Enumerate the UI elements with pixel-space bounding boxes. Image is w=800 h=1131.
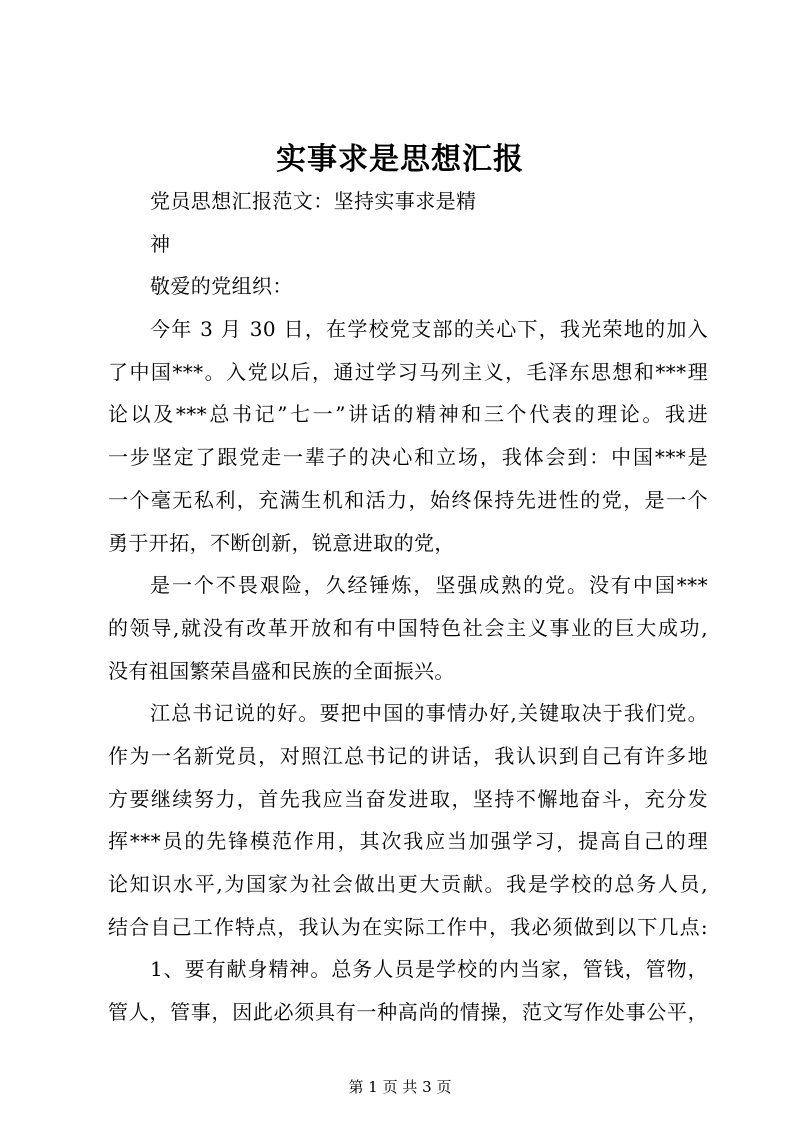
text-line: 1、要有献身精神。总务人员是学校的内当家，管钱，管物， [150, 957, 708, 982]
text-line: 结合自己工作特点，我认为在实际工作中，我必须做到以下几点: [108, 914, 708, 939]
page-footer: 第 1 页 共 3 页 [348, 1078, 452, 1096]
text-line: 论知识水平,为国家为社会做出更大贡献。我是学校的总务人员, [108, 872, 708, 896]
text-line: 的领导,就没有改革开放和有中国特色社会主义事业的巨大成功, [108, 615, 708, 640]
text-line: 管人，管事，因此必须具有一种高尚的情操，范文写作处事公平， [108, 1000, 708, 1025]
text-line: 了中国***。入党以后，通过学习马列主义，毛泽东思想和***理 [108, 359, 708, 384]
text-line: 敬爱的党组织： [150, 274, 293, 299]
text-line: 作为一名新党员，对照江总书记的讲话，我认识到自己有许多地 [108, 743, 708, 768]
document-title: 实事求是思想汇报 [276, 142, 524, 177]
text-line: 神 [150, 231, 171, 256]
text-line: 是一个不畏艰险，久经锤炼，坚强成熟的党。没有中国*** [150, 573, 708, 598]
text-line: 一个毫无私利，充满生机和活力，始终保持先进性的党，是一个 [108, 487, 708, 512]
text-line: 方要继续努力，首先我应当奋发进取，坚持不懈地奋斗，充分发 [108, 786, 708, 811]
text-line: 勇于开拓，不断创新，锐意进取的党， [108, 530, 455, 555]
text-line: 论以及***总书记”七一”讲话的精神和三个代表的理论。我进 [108, 402, 708, 427]
text-line: 今年 3 月 30 日，在学校党支部的关心下，我光荣地的加入 [150, 317, 708, 342]
text-line: 江总书记说的好。要把中国的事情办好,关键取决于我们党。 [150, 701, 708, 726]
text-line: 一步坚定了跟党走一辈子的决心和立场，我体会到：中国***是 [108, 445, 708, 470]
document-body [108, 180, 708, 1034]
text-line: 党员思想汇报范文：坚持实事求是精 [150, 189, 477, 213]
text-line: 没有祖国繁荣昌盛和民族的全面振兴。 [108, 658, 455, 683]
text-line: 挥***员的先锋模范作用，其次我应当加强学习，提高自己的理 [108, 829, 708, 854]
